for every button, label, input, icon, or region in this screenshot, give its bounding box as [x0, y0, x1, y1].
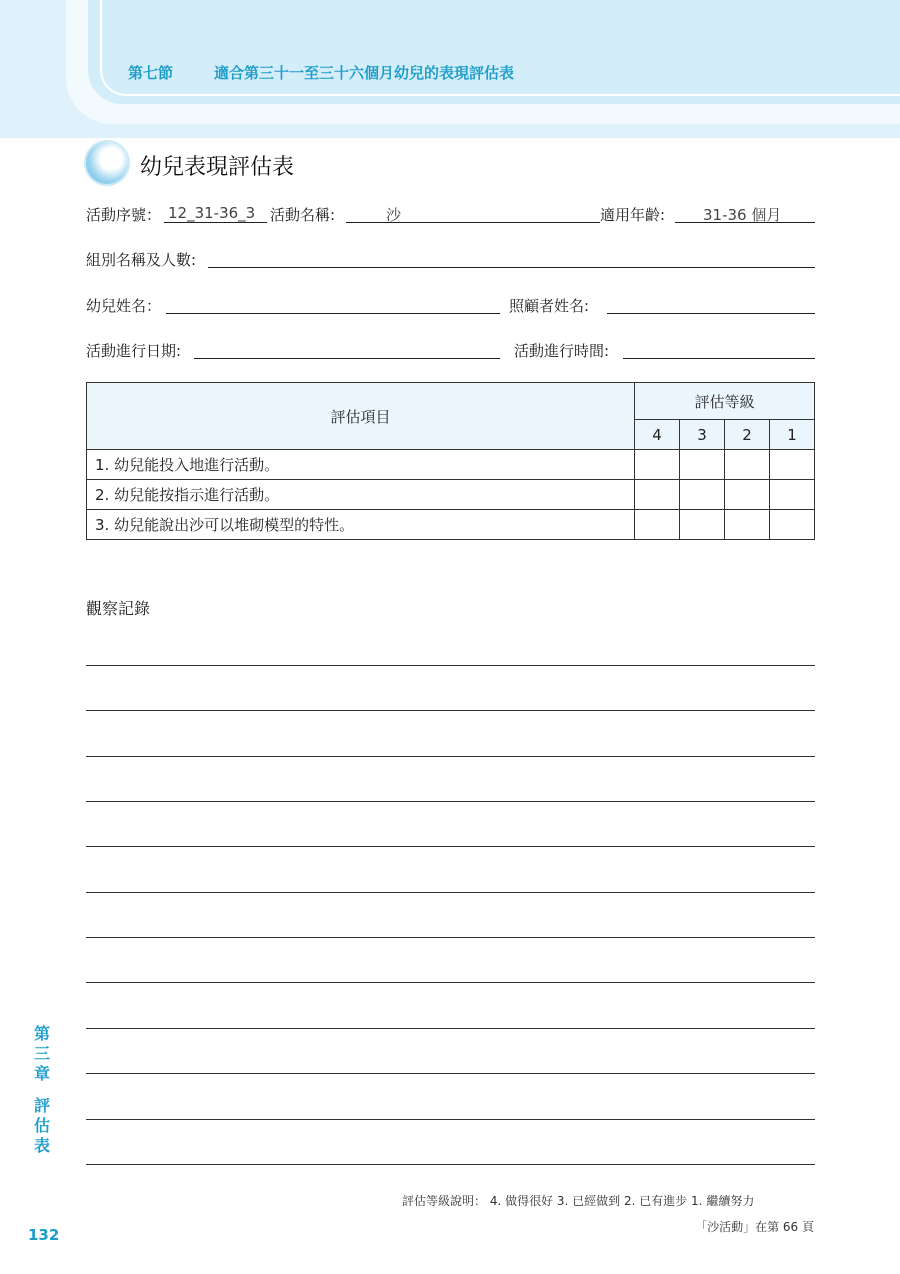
grade-cell[interactable] [635, 480, 680, 510]
page-number: 132 [28, 1226, 60, 1244]
observation-line[interactable] [86, 982, 815, 983]
item-text: 1. 幼兒能投入地進行活動。 [87, 450, 635, 480]
grade-cell[interactable] [770, 510, 815, 540]
grade-header: 評估等級 [635, 383, 815, 420]
time-field[interactable] [623, 340, 815, 359]
table-row [87, 450, 815, 480]
observation-line[interactable] [86, 1164, 815, 1165]
item-header: 評估項目 [87, 383, 635, 450]
observation-line[interactable] [86, 801, 815, 802]
observation-line[interactable] [86, 1028, 815, 1029]
grade-cell[interactable] [770, 480, 815, 510]
activity-no-label: 活動序號： [86, 206, 162, 224]
caregiver-label: 照顧者姓名: [509, 297, 590, 315]
grade-1-header: 1 [770, 420, 815, 450]
page-title: 幼兒表現評估表 [140, 155, 295, 180]
age-value: 31-36 個月 [703, 206, 782, 224]
evaluation-table [86, 382, 815, 540]
activity-no-field[interactable] [164, 204, 267, 223]
grade-4-header: 4 [635, 420, 680, 450]
child-name-label: 幼兒姓名： [86, 297, 162, 315]
item-text: 2. 幼兒能按指示進行活動。 [87, 480, 635, 510]
age-field[interactable] [675, 204, 815, 223]
activity-name-value: 沙 [386, 206, 402, 224]
observation-line[interactable] [86, 1119, 815, 1120]
group-field[interactable] [208, 249, 815, 268]
grade-cell[interactable] [680, 510, 725, 540]
observation-line[interactable] [86, 756, 815, 757]
chapter-section-label: 評 估 表 [33, 1096, 50, 1155]
group-label: 組別名稱及人數: [86, 251, 197, 269]
grade-cell[interactable] [680, 450, 725, 480]
date-field[interactable] [194, 340, 500, 359]
grade-2-header: 2 [725, 420, 770, 450]
section-label: 第七節 [128, 64, 174, 82]
table-row [87, 480, 815, 510]
observation-line[interactable] [86, 892, 815, 893]
table-row [87, 510, 815, 540]
activity-name-field[interactable] [346, 204, 600, 223]
grade-cell[interactable] [635, 510, 680, 540]
item-text: 3. 幼兒能說出沙可以堆砌模型的特性。 [87, 510, 635, 540]
observation-label: 觀察記錄 [86, 599, 151, 618]
observation-line[interactable] [86, 846, 815, 847]
caregiver-field[interactable] [607, 295, 815, 314]
observation-line[interactable] [86, 937, 815, 938]
grade-3-header: 3 [680, 420, 725, 450]
grade-cell[interactable] [725, 510, 770, 540]
chapter-label: 第 三 章 [33, 1024, 50, 1083]
age-label: 適用年齡: [600, 206, 666, 224]
activity-name-label: 活動名稱: [270, 206, 336, 224]
observation-line[interactable] [86, 710, 815, 711]
date-label: 活動進行日期: [86, 342, 182, 360]
grade-cell[interactable] [725, 480, 770, 510]
observation-line[interactable] [86, 665, 815, 666]
child-name-field[interactable] [166, 295, 500, 314]
grade-cell[interactable] [635, 450, 680, 480]
activity-no-value: 12_31-36_3 [168, 204, 256, 222]
observation-line[interactable] [86, 1073, 815, 1074]
grade-cell[interactable] [725, 450, 770, 480]
grade-cell[interactable] [770, 450, 815, 480]
page-reference: 「沙活動」在第 66 頁 [695, 1220, 814, 1234]
time-label: 活動進行時間: [514, 342, 610, 360]
bubble-icon [86, 142, 128, 184]
grade-legend: 評估等級說明： 4. 做得很好 3. 已經做到 2. 已有進步 1. 繼續努力 [402, 1194, 755, 1208]
grade-cell[interactable] [680, 480, 725, 510]
section-title: 適合第三十一至三十六個月幼兒的表現評估表 [214, 64, 515, 82]
